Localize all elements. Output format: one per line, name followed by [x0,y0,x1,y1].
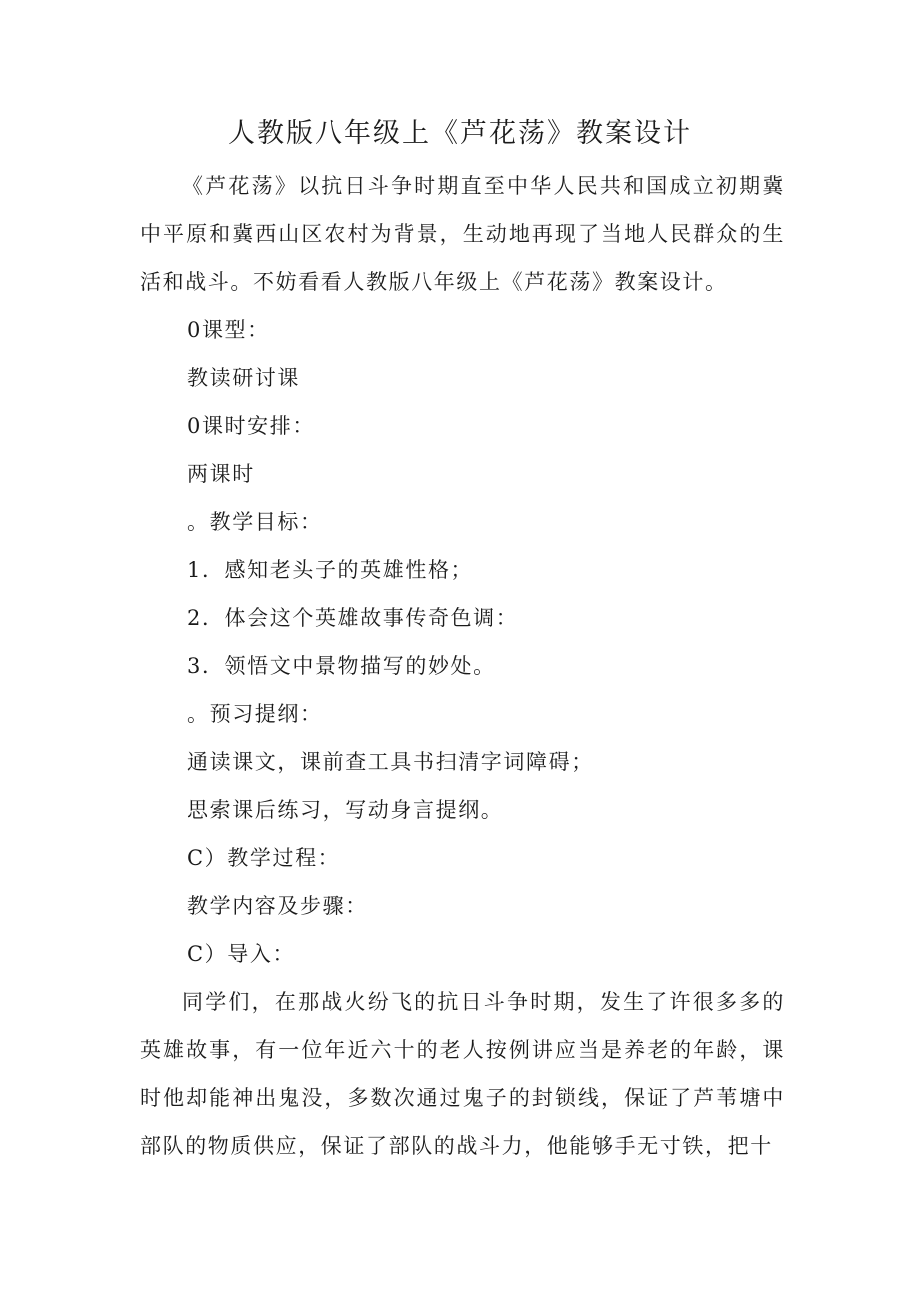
steps-heading: 教学内容及步骤： [187,894,368,918]
document-title: 人教版八年级上《芦花荡》教案设计 [228,118,692,149]
closing-paragraph: 同学们，在那战火纷飞的抗日斗争时期，发生了许很多多的英雄故事，有一位年近六十的老人按例讲应当是养老的年龄，课时他却能神出鬼没，多数次通过鬼子的封锁线，保证了芦苇塘中部队的物质供应，保证了部队的战斗力，他能够手无寸铁，把十 [140,990,785,1158]
goal-item-3: 3．领悟文中景物描写的妙处。 [187,654,496,678]
lesson-type-value: 教读研讨课 [187,366,300,390]
goal-item-1: 1．感知老头子的英雄性格； [187,558,474,582]
preview-heading: 。预习提纲： [187,702,323,726]
preview-item-2: 思索课后练习，写动身言提纲。 [187,798,504,822]
preview-item-1: 通读课文，课前查工具书扫清字词障碍； [187,750,594,774]
schedule-label: 0课时安排： [187,414,315,438]
schedule-value: 两课时 [187,462,255,486]
intro-paragraph: 《芦花荡》以抗日斗争时期直至中华人民共和国成立初期冀中平原和冀西山区农村为背景，生动地再现了当地人民群众的生活和战斗。不妨看看人教版八年级上《芦花荡》教案设计。 [140,174,785,294]
goals-heading: 。教学目标： [187,510,323,534]
goal-item-2: 2．体会这个英雄故事传奇色调： [187,606,519,630]
process-heading: C）教学过程： [187,846,341,870]
lesson-type-label: 0课型： [187,318,270,342]
intro-step-heading: C）导入： [187,942,296,966]
